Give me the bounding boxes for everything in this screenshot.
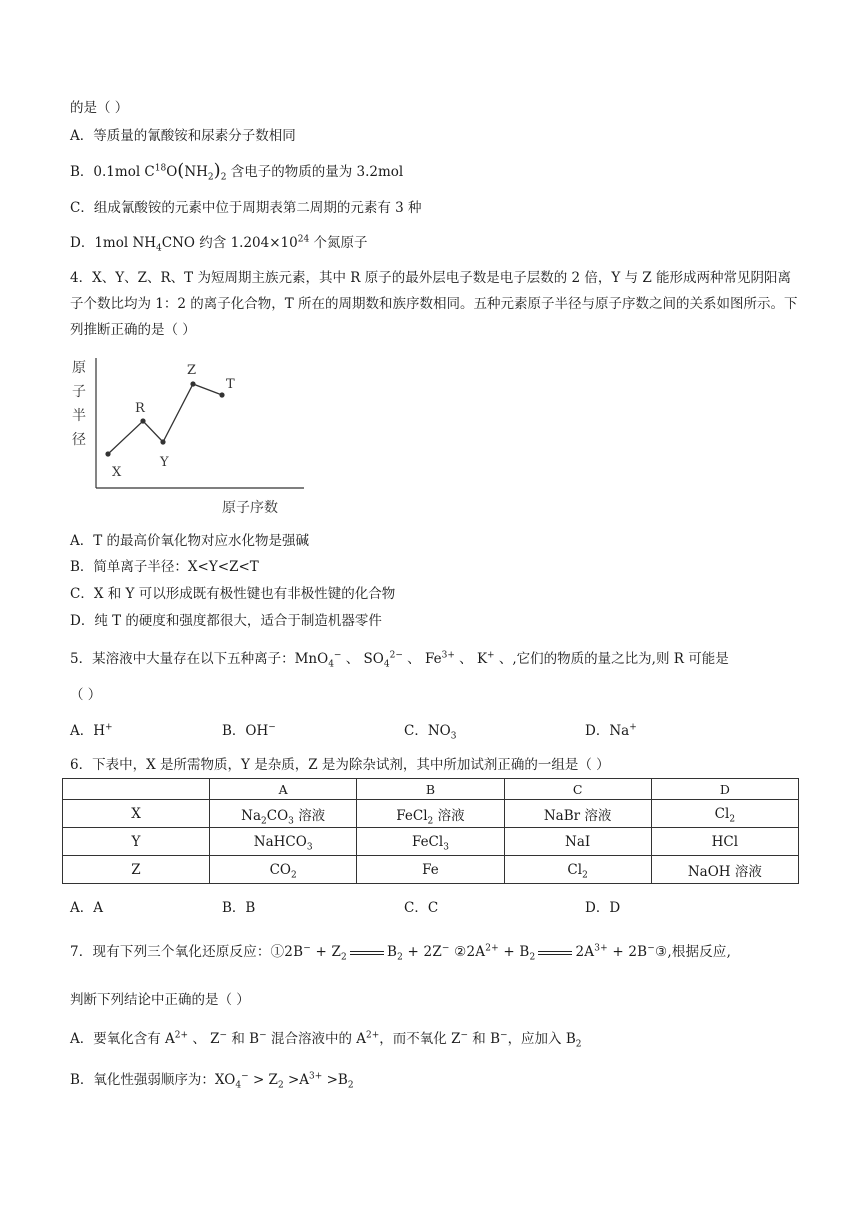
q3-option-c: C．组成氰酸铵的元素中位于周期表第二周期的元素有 3 种: [70, 200, 422, 216]
q6-stem: 6．下表中，X 是所需物质，Y 是杂质，Z 是为除杂试剂，其中所加试剂正确的一组是（ ）: [70, 757, 610, 773]
table-row: [63, 856, 799, 884]
row-label: Y: [63, 828, 210, 856]
q3-stem-tail: 的是（ ）: [70, 100, 129, 116]
label-x: X: [112, 465, 122, 480]
point-z: [190, 381, 195, 386]
table-row: [63, 828, 799, 856]
q7-option-a: A．要氧化含有 $A^{2+}$ 、 Z− 和 B− 混合溶液中的 $A^{2+}$，而不氧化 Z− 和 B−，应加入 $B_2$: [70, 1030, 582, 1050]
label-r: R: [135, 401, 145, 416]
q7-line2: 判断下列结论中正确的是（ ）: [70, 992, 250, 1008]
row-label: Z: [63, 856, 210, 884]
row-label: X: [63, 800, 210, 828]
table-cell: NaOH 溶液: [651, 856, 798, 884]
q5-option-d: D．Na+: [585, 722, 637, 739]
table-header-cell: B: [357, 779, 504, 800]
point-x: [105, 451, 110, 456]
y-label-char: 径: [72, 432, 86, 448]
table-cell: HCl: [651, 828, 798, 856]
q4-stem: 4．X、Y、Z、R、T 为短周期主族元素，其中 R 原子的最外层电子数是电子层数的 2 倍，Y 与 Z 能形成两种常见阴阳离子个数比均为 1：2 的离子化合物，T 所在的周期数和族序数相同。五种元素原子半径与原子序数之间的关系如图所示。下列推断正确的是（ ）: [70, 270, 798, 338]
label-z: Z: [187, 363, 197, 378]
q4-option-c: C．X 和 Y 可以形成既有极性键也有非极性键的化合物: [70, 586, 396, 602]
q4-option-b: B．简单离子半径：X<Y<Z<T: [70, 559, 259, 575]
table-header-cell: D: [651, 779, 798, 800]
table-cell: $CO_2$: [210, 856, 357, 884]
q3-option-d: D．1mol $NH_4CNO$ 约含 $1.204\times 10^{24}$ 个氮原子: [70, 234, 368, 254]
table-cell: $Cl_2$: [651, 800, 798, 828]
q6-option-d: D．D: [585, 900, 621, 916]
table-cell: FeCl$_2$ 溶液: [357, 800, 504, 828]
q4-option-a: A．T 的最高价氧化物对应水化物是强碱: [70, 533, 310, 549]
point-y: [160, 439, 165, 444]
y-label-char: 半: [72, 408, 86, 424]
q5-option-c: C．$NO_3$: [404, 723, 457, 742]
q4-radius-graph: [70, 352, 310, 522]
q7-option-b: B．氧化性强弱顺序为：$XO_4^- > Z_2 >A^{3+} >B_2$: [70, 1071, 354, 1091]
q7-stem: 7．现有下列三个氧化还原反应：①2B− + $Z_2$ $B_2 + 2Z^-$ $②2A^{2+} + B_2$ $2A^{3+}$ + 2B−③,根据反应,: [70, 943, 732, 963]
q6-table: [62, 778, 799, 884]
table-cell: NaBr 溶液: [504, 800, 651, 828]
table-cell: FeCl$_3$: [357, 828, 504, 856]
table-cell: NaI: [504, 828, 651, 856]
table-cell: Fe: [357, 856, 504, 884]
q3-option-b: B．0.1mol $C^{18}O(NH_2)_2$ 含电子的物质的量为 3.2mol: [70, 160, 404, 183]
q6-option-a: A．A: [70, 900, 103, 916]
point-r: [140, 418, 145, 423]
q5-stem: 5．某溶液中大量存在以下五种离子：MnO$_4$− 、 $SO_4^{2-}$ 、 $Fe^{3+}$ 、 K+ 、,它们的物质的量之比为,则 R 可能是: [70, 650, 729, 670]
table-header-cell: C: [504, 779, 651, 800]
point-t: [219, 392, 224, 397]
y-label-char: 原: [72, 360, 86, 376]
x-axis-label: 原子序数: [222, 500, 278, 516]
table-cell: $Na_2CO_3$ 溶液: [210, 800, 357, 828]
q3-option-a: A．等质量的氰酸铵和尿素分子数相同: [70, 128, 296, 144]
q5-option-b: B．OH−: [222, 722, 276, 739]
q6-option-b: B．B: [222, 900, 256, 916]
table-header-row: [63, 779, 799, 800]
q5-option-a: A．H+: [70, 722, 113, 739]
y-label-char: 子: [72, 384, 86, 400]
q6-option-c: C．C: [404, 900, 439, 916]
table-cell: NaHCO$_3$: [210, 828, 357, 856]
q5-paren: （ ）: [70, 687, 102, 703]
table-row: [63, 800, 799, 828]
table-cell: $Cl_2$: [504, 856, 651, 884]
table-header-cell: [63, 779, 210, 800]
label-y: Y: [160, 455, 169, 470]
label-t: T: [226, 377, 235, 392]
q4-option-d: D．纯 T 的硬度和强度都很大，适合于制造机器零件: [70, 613, 382, 629]
table-header-cell: A: [210, 779, 357, 800]
